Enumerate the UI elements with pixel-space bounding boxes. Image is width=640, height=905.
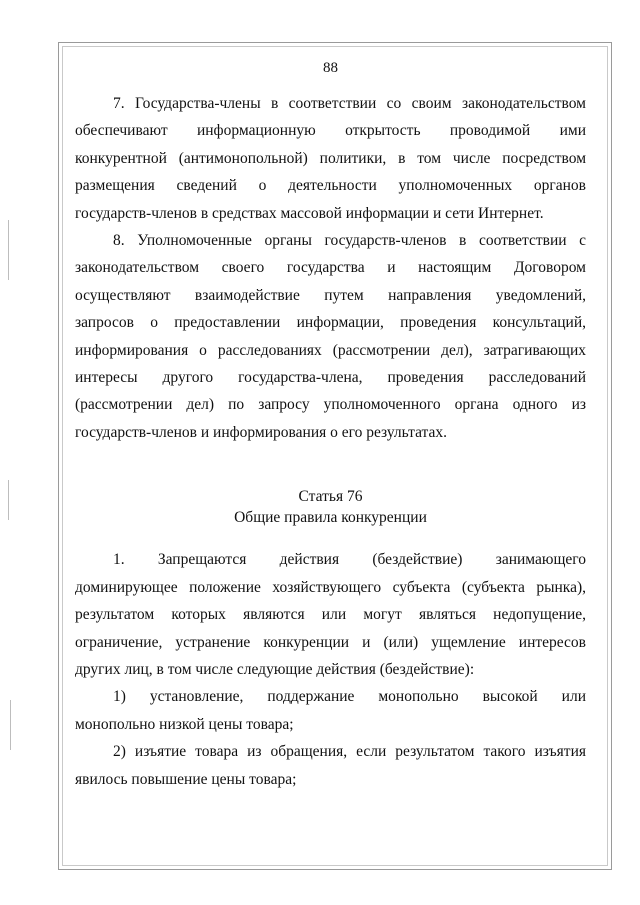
article-heading (75, 486, 586, 528)
paragraph-8 (75, 227, 586, 446)
paragraph-line: других лиц, в том числе следующие действия (бездействие): (75, 660, 475, 678)
paragraph-line: государств-членов и информирования о его результатах. (75, 423, 448, 441)
paragraph-line: результатом которых являются или могут являться недопущение, (75, 606, 586, 624)
paragraph-line: 1. Запрещаются действия (бездействие) занимающего (113, 551, 586, 569)
paragraph-line: государств-членов в средствах массовой информации и сети Интернет. (75, 204, 544, 222)
paragraph-line: 7. Государства-члены в соответствии со своим законодательством (113, 95, 586, 112)
paragraph-line: явилось повышение цены товара; (75, 770, 297, 788)
paragraph-line: 2) изъятие товара из обращения, если результатом такого изъятия (113, 743, 586, 761)
paragraph-line: интересы другого государства-члена, проведения расследований (75, 369, 586, 387)
paragraph-line: ограничение, устранение конкуренции и (или) ущемление интересов (75, 633, 586, 651)
scan-mark-left-1 (8, 220, 9, 280)
paragraph-line: информирования о расследованиях (рассмотрении дел), затрагивающих (75, 341, 586, 359)
paragraph-7 (75, 90, 586, 227)
article-item-1 (75, 683, 586, 738)
article-item-2 (75, 738, 586, 793)
article-number: Статья 76 (298, 488, 363, 506)
paragraph-line: (рассмотрении дел) по запросу уполномоченного органа одного из (75, 396, 586, 414)
paragraph-line: обеспечивают информационную открытость проводимой ими (75, 122, 586, 140)
paragraph-line: 1) установление, поддержание монопольно высокой или (113, 688, 586, 706)
paragraph-line: запросов о предоставлении информации, проведения консультаций, (75, 314, 586, 332)
paragraph-line: законодательством своего государства и настоящим Договором (75, 259, 586, 277)
scan-mark-left-2 (8, 480, 9, 520)
article-title: Общие правила конкуренции (234, 509, 427, 527)
paragraph-line: монопольно низкой цены товара; (75, 715, 294, 733)
paragraph-line: осуществляют взаимодействие путем направления уведомлений, (75, 286, 586, 304)
paragraph-line: размещения сведений о деятельности уполномоченных органов (75, 177, 586, 195)
scan-mark-left-3 (10, 700, 11, 750)
paragraph-line: 8. Уполномоченные органы государств-членов в соответствии с (113, 232, 586, 250)
paragraph-line: конкурентной (антимонопольной) политики, в том числе посредством (75, 149, 586, 167)
article-paragraph-1 (75, 546, 586, 683)
document-content (75, 58, 586, 793)
paragraph-line: доминирующее положение хозяйствующего субъекта (субъекта рынка), (75, 578, 586, 596)
page-number: 88 (323, 60, 338, 76)
